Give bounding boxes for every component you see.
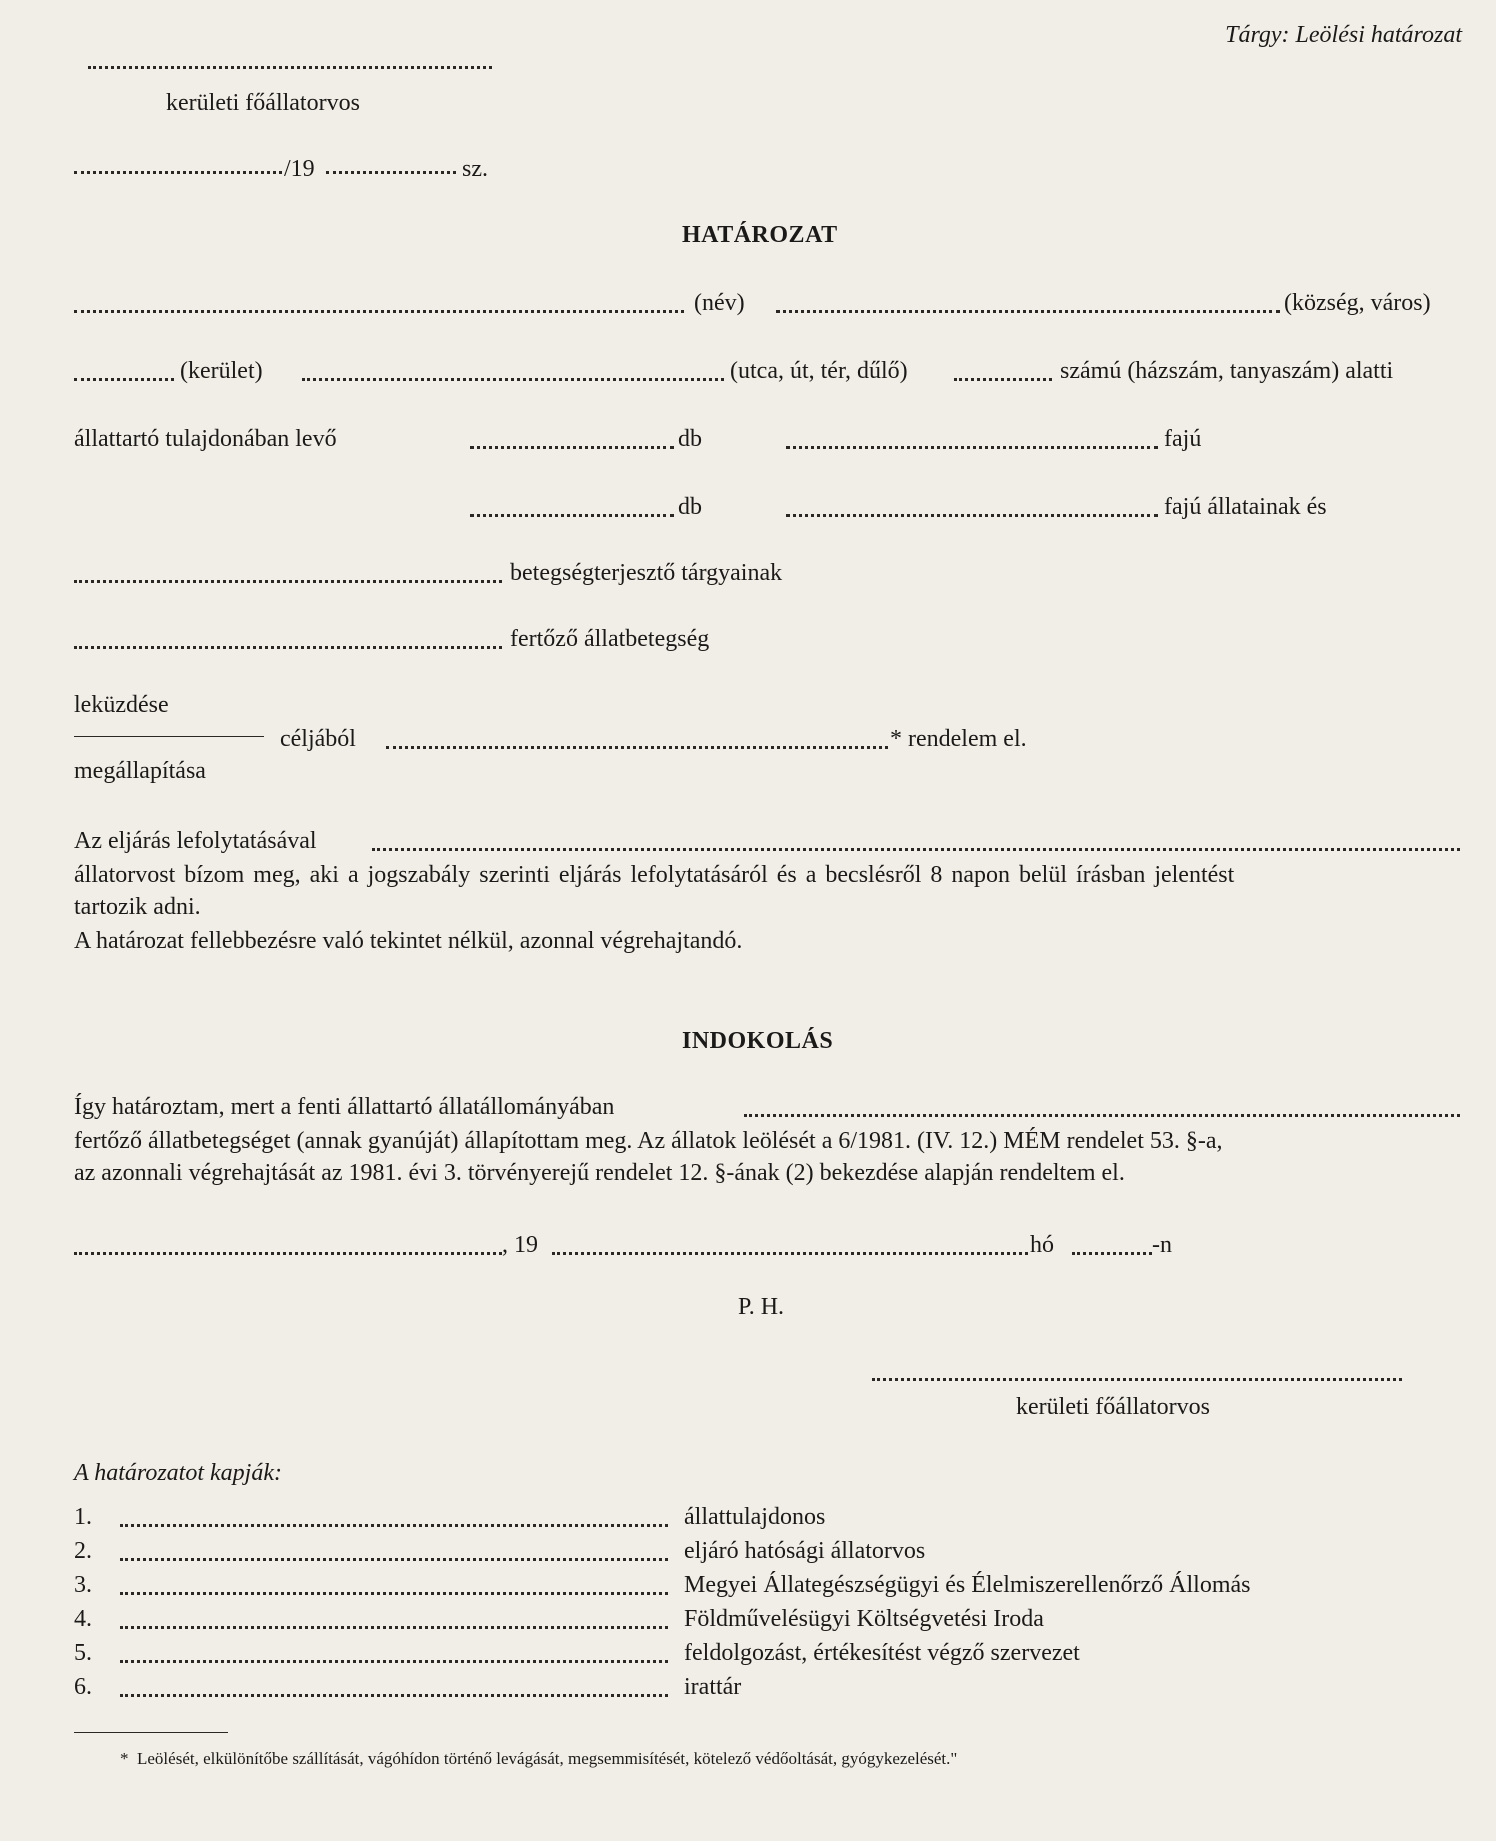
ref-year-prefix: /19: [284, 156, 315, 182]
date-year-prefix: , 19: [502, 1232, 538, 1258]
recipient-field-2[interactable]: [120, 1558, 668, 1561]
name-label: (név): [694, 290, 745, 316]
disease-field[interactable]: [74, 646, 502, 649]
species-label-1: fajú: [1164, 426, 1202, 452]
measure-field[interactable]: [386, 746, 888, 749]
name-field[interactable]: [74, 310, 684, 313]
date-month-label: hó: [1030, 1232, 1054, 1258]
owner-label: állattartó tulajdonában levő: [74, 426, 337, 452]
recipient-field-5[interactable]: [120, 1660, 668, 1663]
fraction-bottom-label: megállapítása: [74, 758, 206, 784]
reasoning-line-2: fertőző állatbetegséget (annak gyanúját) állapítottam meg. Az állatok leölését a 6/1981. (IV. 12.) MÉM rendelet 53. §-a,: [74, 1128, 1223, 1154]
livestock-field[interactable]: [744, 1114, 1460, 1117]
recipient-label: feldolgozást, értékesítést végző szervezet: [684, 1640, 1080, 1666]
veterinarian-field[interactable]: [372, 848, 1460, 851]
place-field[interactable]: [74, 1252, 502, 1255]
recipient-number: 1.: [74, 1504, 92, 1530]
date-day-suffix: -n: [1152, 1232, 1172, 1258]
count-field-1[interactable]: [470, 446, 674, 449]
disease-label: fertőző állatbetegség: [510, 626, 710, 652]
district-label: (kerület): [180, 358, 263, 384]
date-day-field[interactable]: [1072, 1252, 1152, 1255]
procedure-line-4: A határozat fellebbezésre való tekintet nélkül, azonnal végrehajtandó.: [74, 928, 743, 954]
reasoning-line-3: az azonnali végrehajtását az 1981. évi 3. törvényerejű rendelet 12. §-ának (2) bekezdése alapján rendeltem el.: [74, 1160, 1125, 1186]
recipient-label: Megyei Állategészségügyi és Élelmiszerellenőrző Állomás: [684, 1572, 1251, 1598]
street-field[interactable]: [302, 378, 724, 381]
objects-label: betegségterjesztő tárgyainak: [510, 560, 783, 586]
recipient-label: irattár: [684, 1674, 742, 1700]
ref-suffix: sz.: [462, 156, 488, 182]
procedure-line-2: állatorvost bízom meg, aki a jogszabály szerinti eljárás lefolytatásáról és a becslésről 8 napon belül írásban jelentést: [74, 862, 1235, 888]
recipient-field-6[interactable]: [120, 1694, 668, 1697]
count-unit-1: db: [678, 426, 702, 452]
signature-title: kerületi főállatorvos: [1016, 1394, 1210, 1420]
recipient-label: eljáró hatósági állatorvos: [684, 1538, 926, 1564]
office-name-field[interactable]: [88, 66, 492, 69]
recipient-number: 4.: [74, 1606, 92, 1632]
recipient-field-1[interactable]: [120, 1524, 668, 1527]
count-unit-2: db: [678, 494, 702, 520]
house-number-field[interactable]: [954, 378, 1052, 381]
recipient-number: 3.: [74, 1572, 92, 1598]
footnote: * Leölését, elkülönítőbe szállítását, vágóhídon történő levágását, megsemmisítését, kötelező védőoltását, gyógykezelését.": [120, 1749, 958, 1768]
count-field-2[interactable]: [470, 514, 674, 517]
recipient-number: 5.: [74, 1640, 92, 1666]
order-label: * rendelem el.: [890, 726, 1027, 752]
town-field[interactable]: [776, 310, 1280, 313]
ref-year-field[interactable]: [326, 171, 456, 174]
species-field-1[interactable]: [786, 446, 1158, 449]
recipient-label: állattulajdonos: [684, 1504, 826, 1530]
stamp-placeholder: P. H.: [738, 1294, 785, 1320]
purpose-label: céljából: [280, 726, 356, 752]
street-label: (utca, út, tér, dűlő): [730, 358, 908, 384]
date-year-field[interactable]: [552, 1252, 1028, 1255]
fraction-line: [74, 736, 264, 737]
recipient-field-4[interactable]: [120, 1626, 668, 1629]
species-field-2[interactable]: [786, 514, 1158, 517]
recipient-label: Földművelésügyi Költségvetési Iroda: [684, 1606, 1044, 1632]
document-title: HATÁROZAT: [682, 222, 838, 248]
subject-line: Tárgy: Leölési határozat: [1225, 22, 1462, 48]
recipients-title: A határozatot kapják:: [74, 1460, 282, 1486]
ref-number-field[interactable]: [74, 171, 282, 174]
signature-field[interactable]: [872, 1378, 1402, 1381]
objects-field[interactable]: [74, 580, 502, 583]
house-number-label: számú (házszám, tanyaszám) alatti: [1060, 358, 1394, 384]
procedure-line-3: tartozik adni.: [74, 894, 201, 920]
office-title: kerületi főállatorvos: [166, 90, 360, 116]
footnote-separator: [74, 1732, 228, 1733]
procedure-line-1: Az eljárás lefolytatásával: [74, 828, 317, 854]
fraction-top-label: leküzdése: [74, 692, 169, 718]
recipient-number: 6.: [74, 1674, 92, 1700]
recipient-number: 2.: [74, 1538, 92, 1564]
district-field[interactable]: [74, 378, 174, 381]
reasoning-line-1: Így határoztam, mert a fenti állattartó állatállományában: [74, 1094, 615, 1120]
recipient-field-3[interactable]: [120, 1592, 668, 1595]
town-label: (község, város): [1284, 290, 1431, 316]
reasoning-title: INDOKOLÁS: [682, 1028, 834, 1054]
species-label-2: fajú állatainak és: [1164, 494, 1327, 520]
